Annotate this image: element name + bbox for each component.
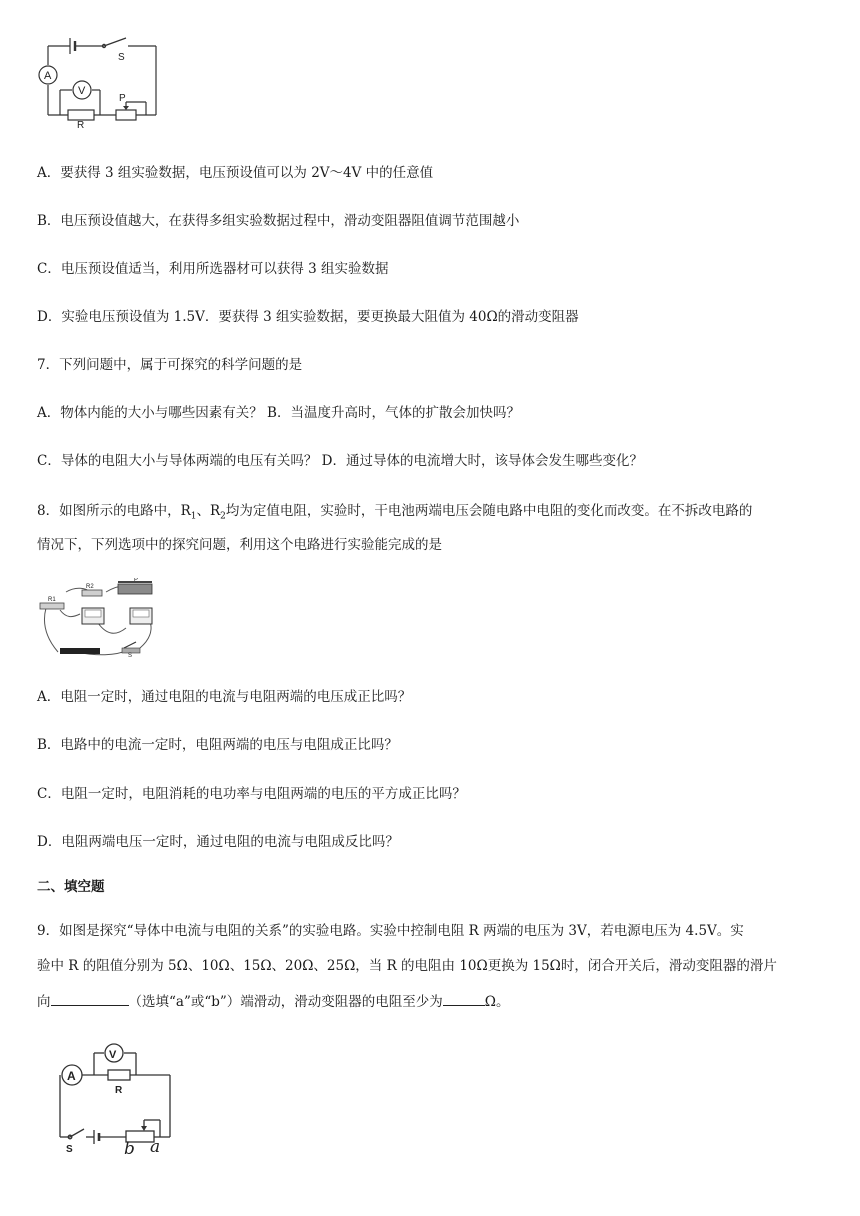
q9-line-2: 验中 R 的阻值分别为 5Ω、10Ω、15Ω、20Ω、25Ω，当 R 的电阻由 10Ω更换为 15Ω时，闭合开关后，滑动变阻器的滑片 [37,958,777,974]
q8-stem-part-a: 8．如图所示的电路中，R [37,503,191,519]
circuit-photo-illustration [36,578,171,658]
q9-resistor-label: R [115,1085,123,1096]
q9-voltmeter-label: V [109,1049,117,1061]
q9-line-3-part-a: 向 [37,994,51,1010]
q7-stem: 7．下列问题中，属于可探究的科学问题的是 [37,357,303,373]
q9-line-1: 9．如图是探究“导体中电流与电阻的关系”的实验电路。实验中控制电阻 R 两端的电压为 3V，若电源电压为 4.5V。实 [37,923,744,939]
q9-end-a-label: a [150,1137,161,1155]
q9-line-3-part-b: （选填“a”或“b”）端滑动，滑动变阻器的电阻至少为 [128,994,443,1010]
q6-option-a: A．要获得 3 组实验数据，电压预设值可以为 2V～4V 中的任意值 [37,165,434,181]
photo-label-r1: R1 [48,597,56,603]
slider-label: P [119,93,126,104]
voltmeter-label: V [78,85,86,97]
circuit-diagram-q9 [48,1040,183,1155]
q8-stem-part-b: 、R [196,503,221,519]
q8-stem-line-2: 情况下，下列选项中的探究问题，利用这个电路进行实验能完成的是 [37,537,442,553]
q8-option-a: A．电阻一定时，通过电阻的电流与电阻两端的电压成正比吗？ [37,689,412,705]
q8-option-c: C．电阻一定时，电阻消耗的电功率与电阻两端的电压的平方成正比吗？ [37,786,466,802]
q8-sub-1: 1 [190,511,197,522]
switch-label: S [118,52,125,63]
q8-sub-2: 2 [220,511,226,522]
q8-option-d: D．电阻两端电压一定时，通过电阻的电流与电阻成反比吗？ [37,834,399,850]
q9-line-3-part-c: Ω。 [484,994,510,1010]
ammeter-label: A [44,70,52,82]
q7-options-row-1: A．物体内能的大小与哪些因素有关？ B．当温度升高时，气体的扩散会加快吗？ [37,405,520,421]
q9-ammeter-label: A [67,1069,76,1083]
q8-stem-part-c: 均为定值电阻，实验时，干电池两端电压会随电路中电阻的变化而改变。在不拆改电路的 [225,503,753,519]
q6-option-c: C．电压预设值适当，利用所选器材可以获得 3 组实验数据 [37,261,389,277]
photo-label-r2: R2 [86,584,94,590]
photo-label-p: P [134,578,139,583]
q6-option-b: B．电压预设值越大，在获得多组实验数据过程中，滑动变阻器阻值调节范围越小 [37,213,520,229]
q7-options-row-2: C．导体的电阻大小与导体两端的电压有关吗？ D．通过导体的电流增大时，该导体会发生哪些变化？ [37,453,643,469]
q9-switch-label: S [66,1144,73,1155]
q9-line-3 [37,991,510,1012]
photo-label-s: S [128,653,133,658]
q8-option-b: B．电路中的电流一定时，电阻两端的电压与电阻成正比吗？ [37,737,398,753]
circuit-diagram-1 [34,30,164,130]
resistor-label: R [77,120,85,130]
section-heading: 二、填空题 [37,879,105,894]
q8-stem-line-1 [37,501,752,527]
q9-blank-direction[interactable] [51,991,129,1006]
q9-blank-resistance[interactable] [443,991,485,1006]
q6-option-d: D．实验电压预设值为 1.5V．要获得 3 组实验数据，要更换最大阻值为 40Ω的滑动变阻器 [37,309,579,325]
q9-end-b-label: b [124,1139,135,1155]
